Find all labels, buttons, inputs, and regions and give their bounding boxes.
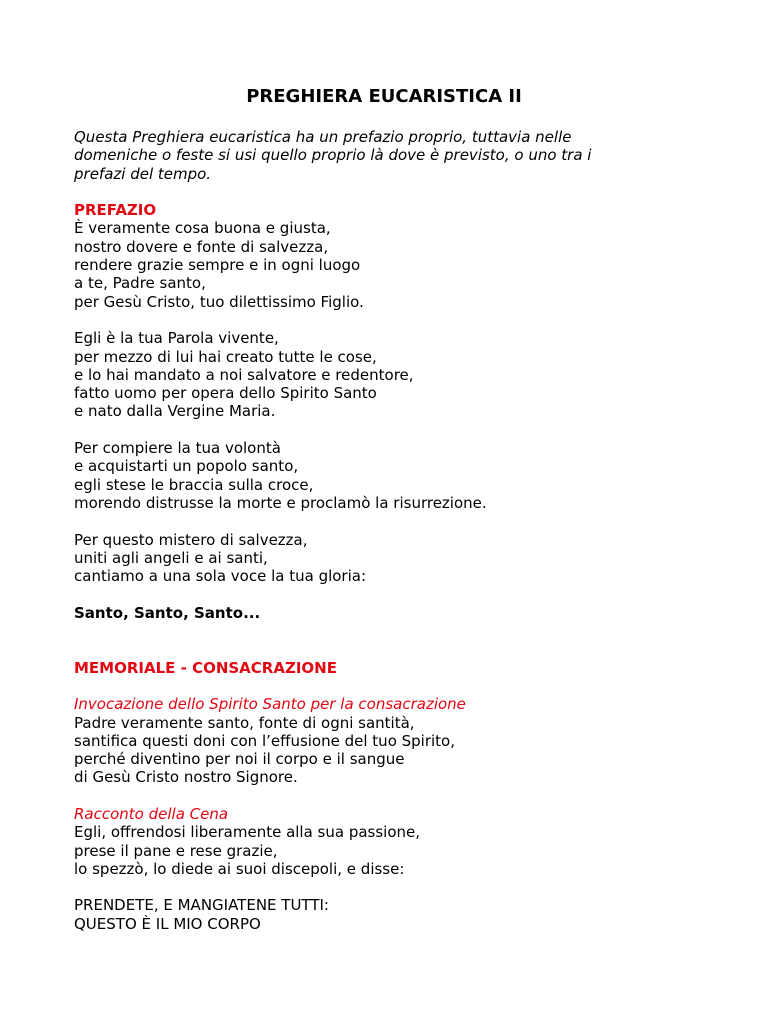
spacer — [74, 585, 724, 603]
verse-line: per mezzo di lui hai creato tutte le cose, — [74, 347, 377, 366]
sanctus-line: Santo, Santo, Santo... — [74, 603, 261, 622]
spacer — [74, 640, 724, 658]
verse-line: a te, Padre santo, — [74, 274, 206, 293]
spacer — [74, 622, 724, 640]
verse-line: uniti agli angeli e ai santi, — [74, 548, 268, 567]
verse-line: per Gesù Cristo, tuo dilettissimo Figlio. — [74, 292, 364, 311]
verse-line: perché diventino per noi il corpo e il sangue — [74, 750, 405, 769]
intro-line: domeniche o feste si usi quello proprio là dove è previsto, o uno tra i — [74, 146, 592, 165]
spacer — [74, 787, 724, 805]
verse-line: fatto uomo per opera dello Spirito Santo — [74, 384, 377, 403]
intro-line: prefazi del tempo. — [74, 164, 212, 183]
consecration-line: PRENDETE, E MANGIATENE TUTTI: — [74, 896, 329, 915]
consecration-line: QUESTO È IL MIO CORPO — [74, 914, 261, 933]
verse-line: di Gesù Cristo nostro Signore. — [74, 768, 298, 787]
verse-line: lo spezzò, lo diede ai suoi discepoli, e disse: — [74, 859, 405, 878]
verse-line: Per compiere la tua volontà — [74, 439, 281, 458]
spacer — [74, 421, 724, 439]
verse-line: nostro dovere e fonte di salvezza, — [74, 237, 329, 256]
verse-line: cantiamo a una sola voce la tua gloria: — [74, 567, 367, 586]
document-body — [74, 128, 724, 933]
spacer — [74, 677, 724, 695]
verse-line: È veramente cosa buona e giusta, — [74, 219, 331, 238]
section-heading-memoriale: MEMORIALE - CONSACRAZIONE — [74, 658, 337, 677]
verse-line: e nato dalla Vergine Maria. — [74, 402, 276, 421]
intro-line: Questa Preghiera eucaristica ha un prefazio proprio, tuttavia nelle — [74, 128, 572, 146]
verse-line: rendere grazie sempre e in ogni luogo — [74, 256, 361, 275]
spacer — [74, 183, 724, 201]
subheading-racconto: Racconto della Cena — [74, 804, 229, 823]
verse-line: Egli, offrendosi liberamente alla sua passione, — [74, 823, 421, 842]
spacer — [74, 512, 724, 530]
document-title: PREGHIERA EUCARISTICA II — [246, 86, 522, 107]
verse-line: e lo hai mandato a noi salvatore e redentore, — [74, 365, 414, 384]
verse-line: Padre veramente santo, fonte di ogni santità, — [74, 713, 415, 732]
verse-line: e acquistarti un popolo santo, — [74, 457, 299, 476]
section-heading-prefazio: PREFAZIO — [74, 201, 157, 220]
verse-line: santifica questi doni con l’effusione del tuo Spirito, — [74, 731, 456, 750]
verse-line: morendo distrusse la morte e proclamò la risurrezione. — [74, 493, 487, 512]
verse-line: Egli è la tua Parola vivente, — [74, 329, 279, 348]
subheading-invocazione: Invocazione dello Spirito Santo per la consacrazione — [74, 695, 466, 714]
spacer — [74, 878, 724, 896]
verse-line: Per questo mistero di salvezza, — [74, 530, 308, 549]
spacer — [74, 311, 724, 329]
verse-line: prese il pane e rese grazie, — [74, 841, 278, 860]
verse-line: egli stese le braccia sulla croce, — [74, 475, 314, 494]
